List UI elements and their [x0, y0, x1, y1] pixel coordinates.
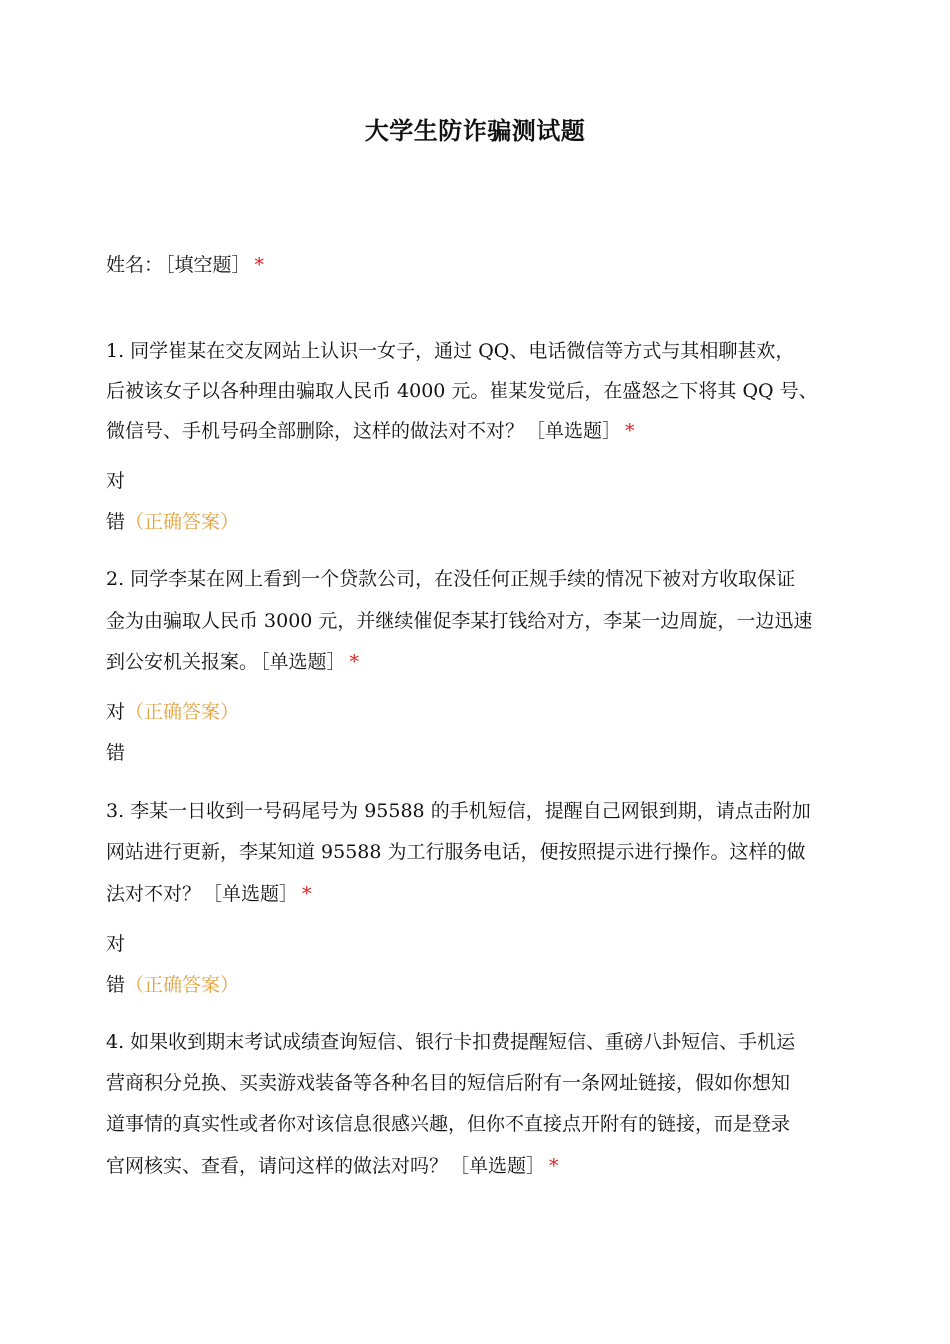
option-label: 对 [106, 933, 126, 955]
required-mark: * [549, 1155, 559, 1177]
option-item[interactable] [106, 502, 866, 543]
question-text-line: 4. 如果收到期末考试成绩查询短信、银行卡扣费提醒短信、重磅八卦短信、手机运 [106, 1031, 796, 1053]
correct-answer-tag: （正确答案） [125, 511, 240, 533]
option-item[interactable] [106, 965, 866, 1006]
option-item[interactable] [106, 461, 866, 502]
question-text-line: 2. 同学李某在网上看到一个贷款公司，在没任何正规手续的情况下被对方收取保证 [106, 568, 796, 590]
page-title: 大学生防诈骗测试题 [364, 117, 586, 145]
question-type: ［单选题］ [260, 651, 346, 673]
question-type: ［单选题］ [450, 1155, 546, 1177]
option-item[interactable] [106, 924, 866, 965]
option-label: 错 [106, 742, 126, 764]
question-type: ［填空题］ [165, 254, 251, 276]
question-text: 官网核实、查看，请问这样的做法对吗？ [106, 1155, 449, 1177]
option-item[interactable] [106, 692, 866, 733]
question-type: ［单选题］ [203, 883, 299, 905]
question-text-line: 金为由骗取人民币 3000 元，并继续催促李某打钱给对方，李某一边周旋，一边迅速 [106, 610, 813, 632]
question-type: ［单选题］ [526, 420, 622, 442]
question-text-line: 道事情的真实性或者你对该信息很感兴趣，但你不直接点开附有的链接，而是登录 [106, 1113, 791, 1135]
question-text: 法对不对？ [106, 883, 202, 905]
option-label: 对 [106, 470, 126, 492]
option-label: 错 [106, 974, 126, 996]
question-text-line: 1. 同学崔某在交友网站上认识一女子，通过 QQ、电话微信等方式与其相聊甚欢， [106, 340, 795, 362]
required-mark: * [349, 651, 360, 673]
question-text-line [106, 874, 866, 915]
correct-answer-tag: （正确答案） [125, 974, 240, 996]
option-item[interactable] [106, 733, 866, 774]
question-text-line: 营商积分兑换、买卖游戏装备等各种名目的短信后附有一条网址链接，假如你想知 [106, 1072, 791, 1094]
question-text-line [106, 411, 866, 452]
question-text: 微信号、手机号码全部删除，这样的做法对不对？ [106, 420, 525, 442]
option-label: 对 [106, 701, 126, 723]
question-text: 到公安机关报案。 [106, 651, 259, 673]
question-text-line [106, 642, 866, 683]
name-field-label: 姓名： [106, 254, 164, 276]
required-mark: * [254, 254, 265, 276]
question-text-line: 3. 李某一日收到一号码尾号为 95588 的手机短信，提醒自己网银到期，请点击附加 [106, 800, 811, 822]
correct-answer-tag: （正确答案） [125, 701, 240, 723]
required-mark: * [302, 883, 312, 905]
question-text-line: 后被该女子以各种理由骗取人民币 4000 元。崔某发觉后，在盛怒之下将其 QQ 号、 [106, 380, 818, 402]
required-mark: * [625, 420, 635, 442]
name-field[interactable] [106, 245, 866, 286]
question-text-line: 网站进行更新，李某知道 95588 为工行服务电话，便按照提示进行操作。这样的做 [106, 841, 806, 863]
question-text-line [106, 1146, 866, 1187]
option-label: 错 [106, 511, 126, 533]
